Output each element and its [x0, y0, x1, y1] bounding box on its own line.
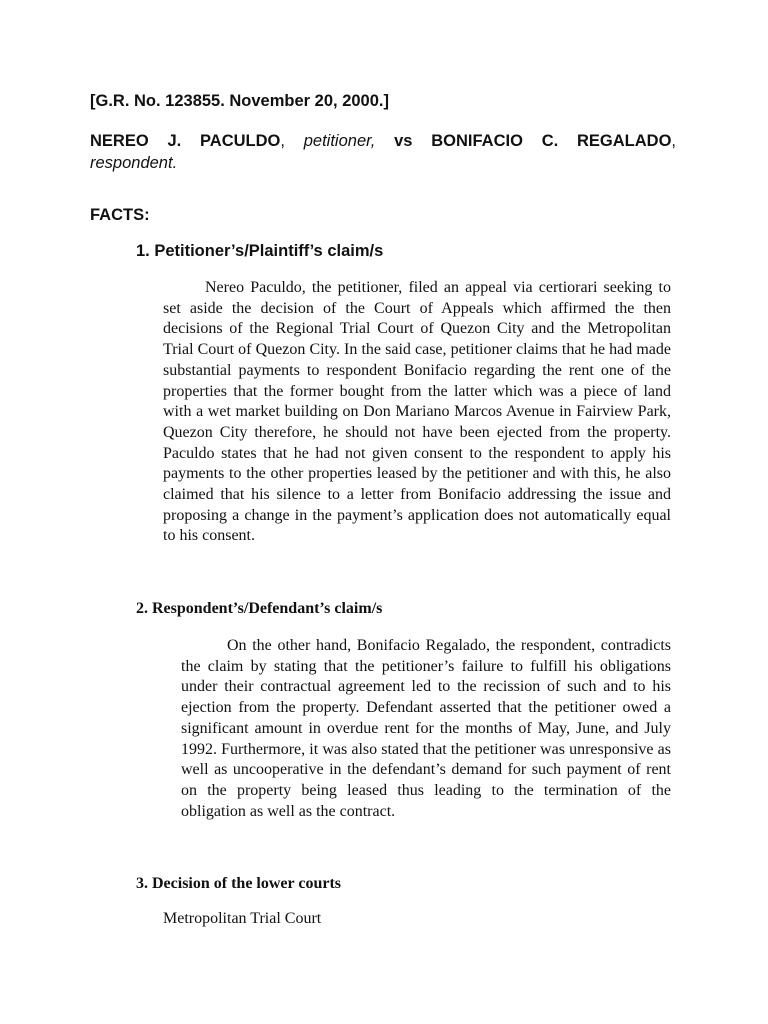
section-heading-petitioner-claims: 1. Petitioner’s/Plaintiff’s claim/s — [136, 242, 384, 260]
subheading-metropolitan-trial-court: Metropolitan Trial Court — [163, 910, 322, 927]
respondent-claims-paragraph: On the other hand, Bonifacio Regalado, the respondent, contradicts the claim by stating that the petitioner’s failure to fulfill his obligations under their contractual agreement led to the recission of such and to his ejection from the property. Defendant asserted that the petitioner owed a significant amount in overdue rent for the months of May, June, and July 1992. Furthermore, it was also stated that the petitioner was unresponsive as well as uncooperative in the defendant’s demand for such payment of rent on the property being leased thus leading to the termination of the obligation as well as the contract. — [181, 637, 671, 820]
section-heading-respondent-claims: 2. Respondent’s/Defendant’s claim/s — [136, 600, 383, 617]
respondent-name: BONIFACIO C. REGALADO — [431, 132, 672, 150]
versus-word: vs — [394, 132, 413, 150]
petitioner-role: petitioner, — [303, 132, 376, 150]
petitioner-name: NEREO J. PACULDO — [90, 132, 281, 150]
case-number: [G.R. No. 123855. November 20, 2000.] — [90, 92, 389, 110]
case-parties: NEREO J. PACULDO, petitioner, vs BONIFACIO C. REGALADO, respondent. — [90, 132, 677, 172]
facts-heading: FACTS: — [90, 206, 150, 224]
section-heading-lower-court-decisions: 3. Decision of the lower courts — [136, 875, 341, 892]
petitioner-claims-paragraph: Nereo Paculdo, the petitioner, filed an appeal via certiorari seeking to set aside the decision of the Court of Appeals which affirmed the then decisions of the Regional Trial Court of Quezon City and the Metropolitan Trial Court of Quezon City. In the said case, petitioner claims that he had made substantial payments to respondent Bonifacio regarding the rent one of the properties that the former bought from the latter which was a piece of land with a wet market building on Don Mariano Marcos Avenue in Fairview Park, Quezon City therefore, he should not have been ejected from the property. Paculdo states that he had not given consent to the respondent to apply his payments to the other properties leased by the petitioner and with this, he also claimed that his silence to a letter from Bonifacio addressing the issue and proposing a change in the payment’s application does not automatically equal to his consent. — [163, 279, 671, 545]
respondent-role: respondent. — [90, 154, 178, 172]
